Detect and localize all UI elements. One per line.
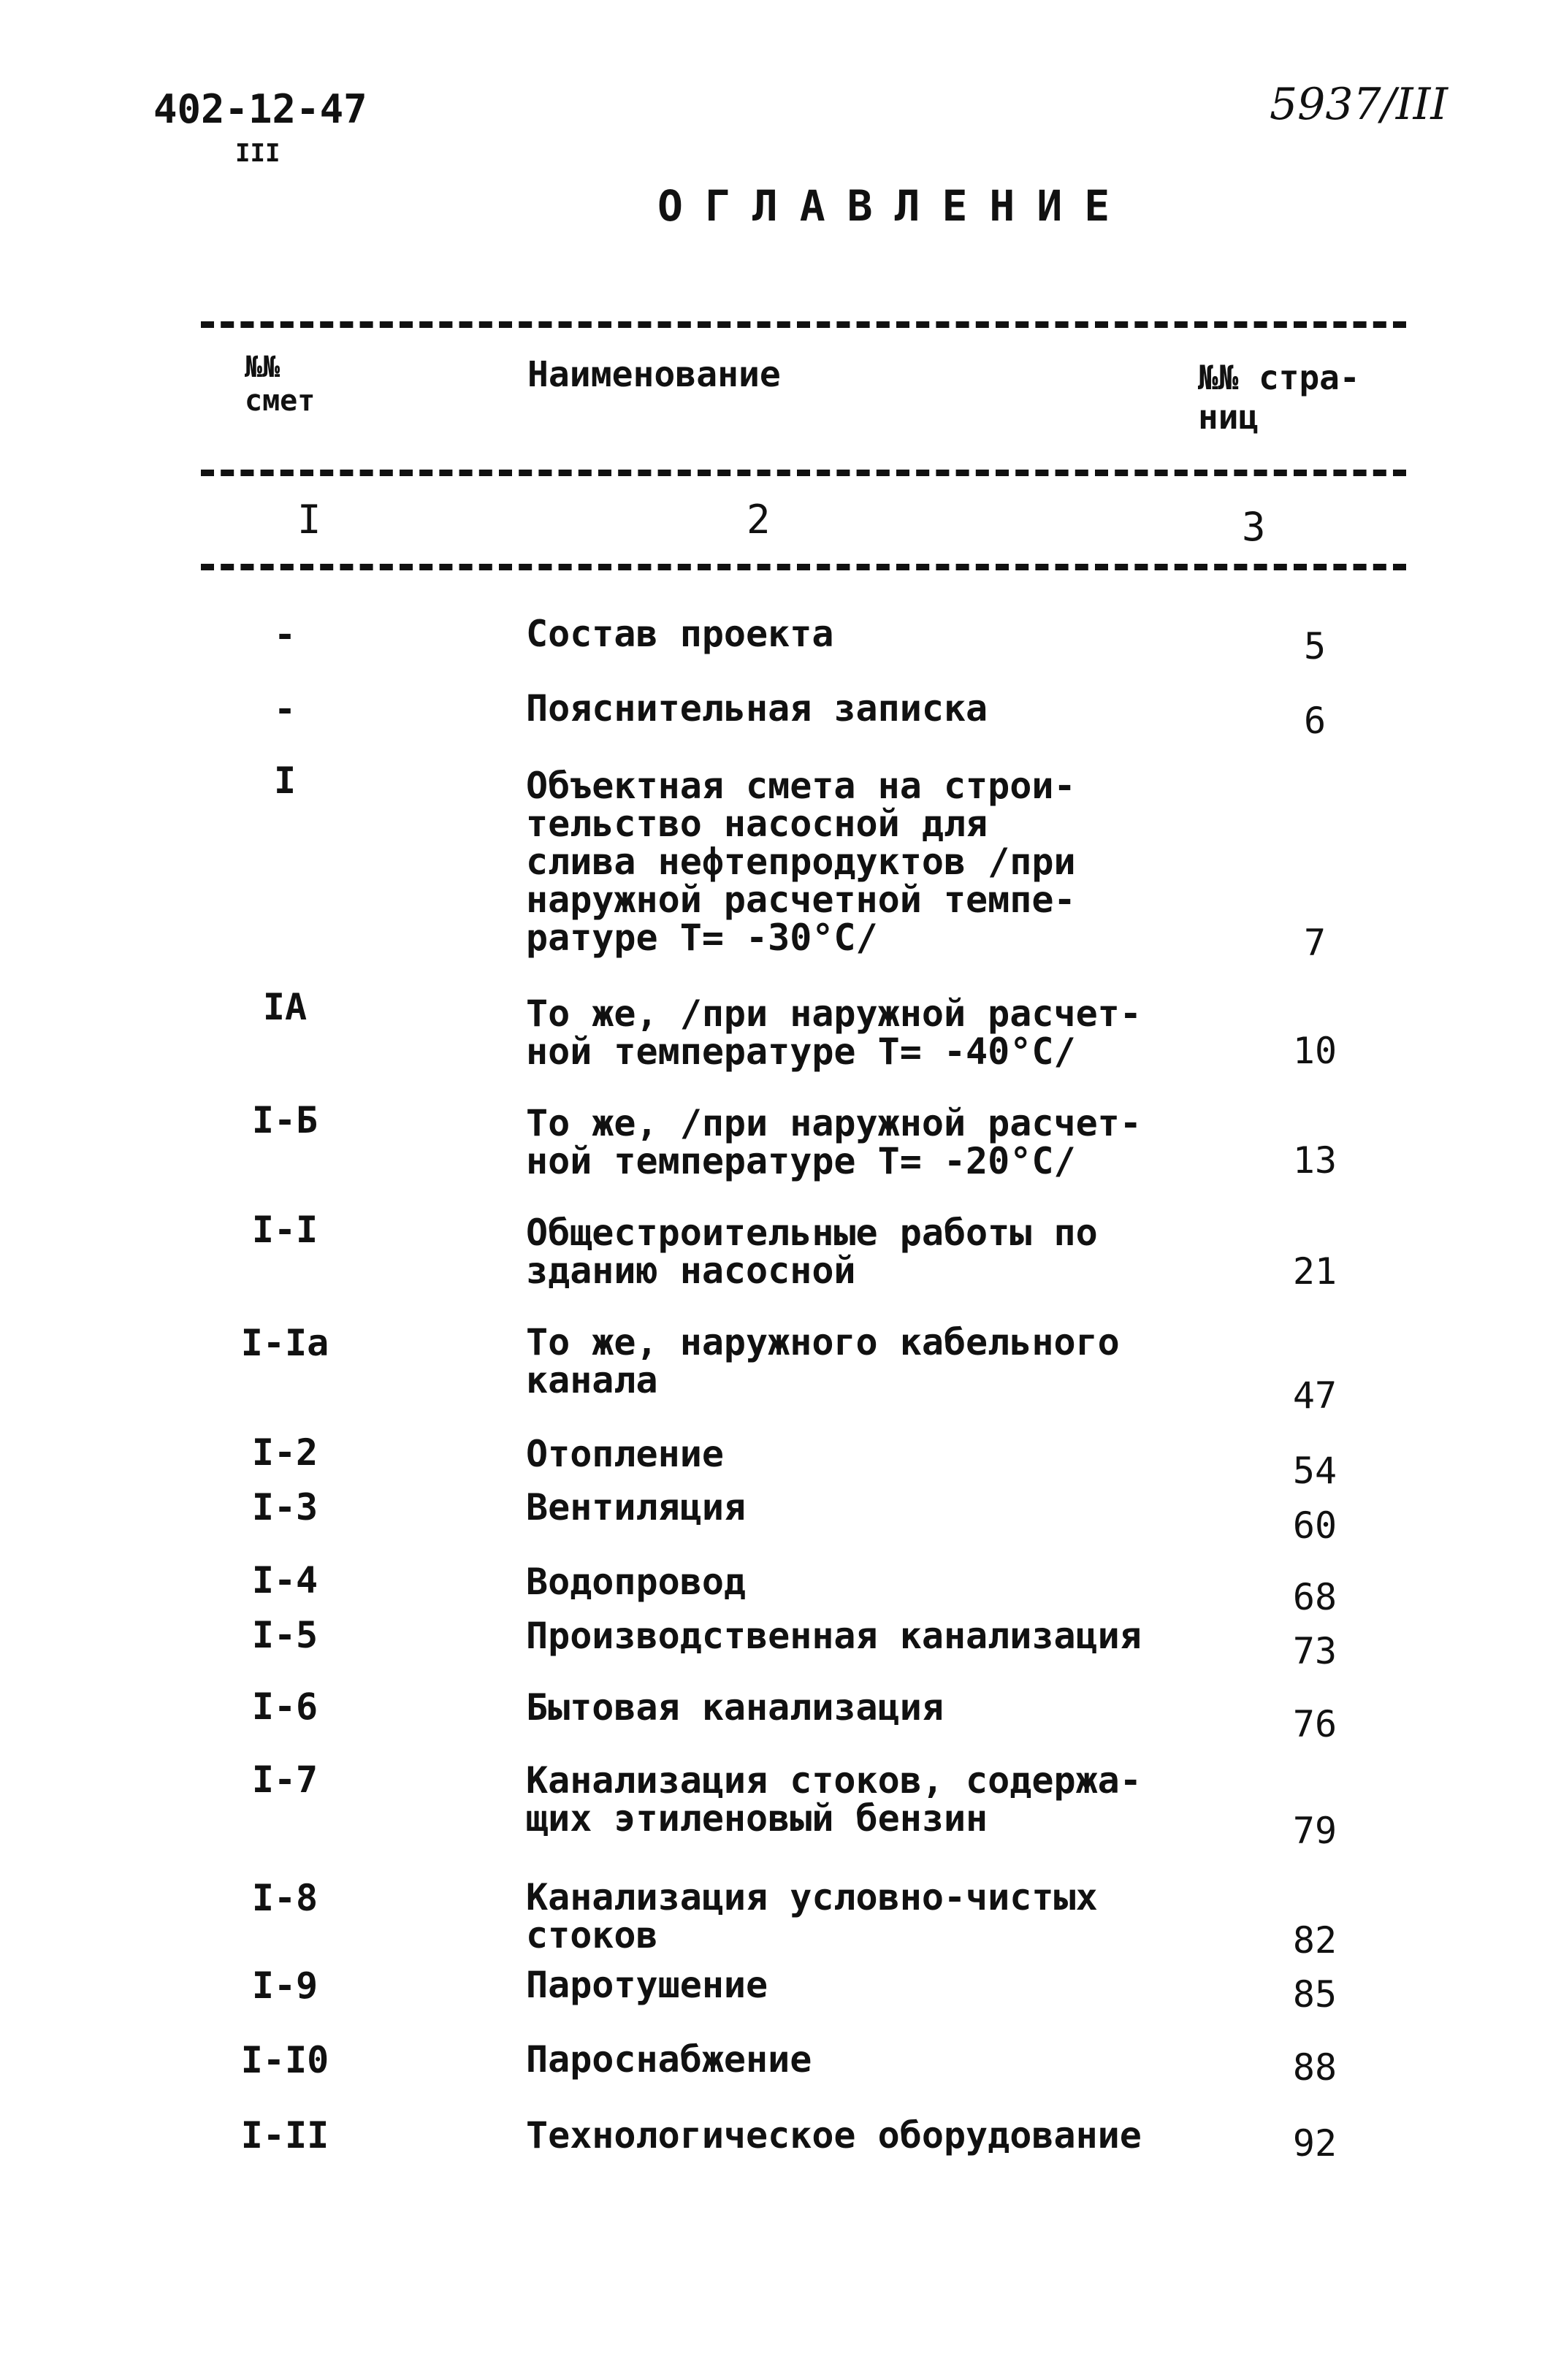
row-number: I-2 xyxy=(251,1431,318,1474)
row-name: Паротушение xyxy=(526,1964,768,2006)
row-name: Пароснабжение xyxy=(526,2038,812,2081)
row-number: I-I0 xyxy=(240,2039,329,2081)
row-number: I-9 xyxy=(251,1964,318,2007)
row-name: Общестроительные работы по зданию насосной xyxy=(526,1212,1098,1292)
row-page: 76 xyxy=(1292,1703,1337,1745)
row-number: I-Ia xyxy=(240,1322,329,1364)
row-page: 13 xyxy=(1292,1139,1337,1182)
row-page: 92 xyxy=(1292,2122,1337,2165)
column-number-3: 3 xyxy=(1242,504,1266,550)
row-number: I-5 xyxy=(251,1614,318,1656)
row-page: 68 xyxy=(1292,1576,1337,1618)
row-number: IA xyxy=(262,986,308,1028)
column-number-2: 2 xyxy=(747,497,771,543)
row-number: I-4 xyxy=(251,1559,318,1602)
table-numbers-rule xyxy=(201,564,1406,570)
reference-number: 5937/III xyxy=(1270,79,1449,130)
row-number: I-6 xyxy=(251,1685,318,1728)
row-number: I-8 xyxy=(251,1877,318,1919)
row-number: I-7 xyxy=(251,1759,318,1801)
row-page: 60 xyxy=(1292,1504,1337,1547)
row-name: Пояснительная записка xyxy=(526,687,988,730)
row-page: 85 xyxy=(1292,1973,1337,2016)
row-name: Водопровод xyxy=(526,1561,747,1603)
row-number: I-3 xyxy=(251,1486,318,1528)
row-number: - xyxy=(273,613,297,656)
row-number: I-II xyxy=(240,2114,329,2157)
row-page: 10 xyxy=(1292,1030,1337,1072)
column-number-1: I xyxy=(297,497,321,543)
row-name: Объектная смета на строи- тельство насосной для слива нефтепродуктов /при наружной расчетной темпе- ратуре Т= -30°С/ xyxy=(526,765,1076,959)
row-page: 6 xyxy=(1303,700,1327,742)
row-page: 79 xyxy=(1292,1810,1337,1852)
row-name: Вентиляция xyxy=(526,1486,747,1528)
row-page: 47 xyxy=(1292,1374,1337,1417)
document-code-sub: III xyxy=(235,139,280,168)
row-page: 82 xyxy=(1292,1919,1337,1962)
row-page: 88 xyxy=(1292,2046,1337,2089)
row-name: Бытовая канализация xyxy=(526,1686,944,1729)
table-top-rule xyxy=(201,321,1406,328)
row-page: 7 xyxy=(1303,922,1327,964)
row-number: I-I xyxy=(251,1209,318,1251)
row-page: 54 xyxy=(1292,1450,1337,1492)
row-name: Технологическое оборудование xyxy=(526,2114,1142,2157)
row-page: 73 xyxy=(1292,1630,1337,1672)
page-title: ОГЛАВЛЕНИЕ xyxy=(657,181,1132,231)
row-name: Отопление xyxy=(526,1433,724,1475)
row-number: - xyxy=(273,688,297,730)
document-code: 402-12-47 xyxy=(153,86,367,132)
row-name: Канализация стоков, содержа- щих этиленовый бензин xyxy=(526,1759,1142,1840)
row-page: 5 xyxy=(1303,625,1327,667)
row-number: I xyxy=(273,759,297,802)
row-name: Состав проекта xyxy=(526,613,834,655)
column-header-estimate-number: №№ смет xyxy=(245,351,316,418)
row-name: То же, наружного кабельного канала xyxy=(526,1321,1120,1401)
row-name: Канализация условно-чистых стоков xyxy=(526,1876,1098,1956)
row-number: I-Б xyxy=(251,1099,318,1141)
table-header-rule xyxy=(201,470,1406,476)
row-name: Производственная канализация xyxy=(526,1615,1142,1657)
column-header-name: Наименование xyxy=(527,354,781,395)
column-header-page-number: №№ стра- ниц xyxy=(1198,358,1360,437)
row-name: То же, /при наружной расчет- ной температуре Т= -20°С/ xyxy=(526,1102,1142,1182)
row-name: То же, /при наружной расчет- ной температуре Т= -40°С/ xyxy=(526,992,1142,1073)
row-page: 21 xyxy=(1292,1250,1337,1293)
